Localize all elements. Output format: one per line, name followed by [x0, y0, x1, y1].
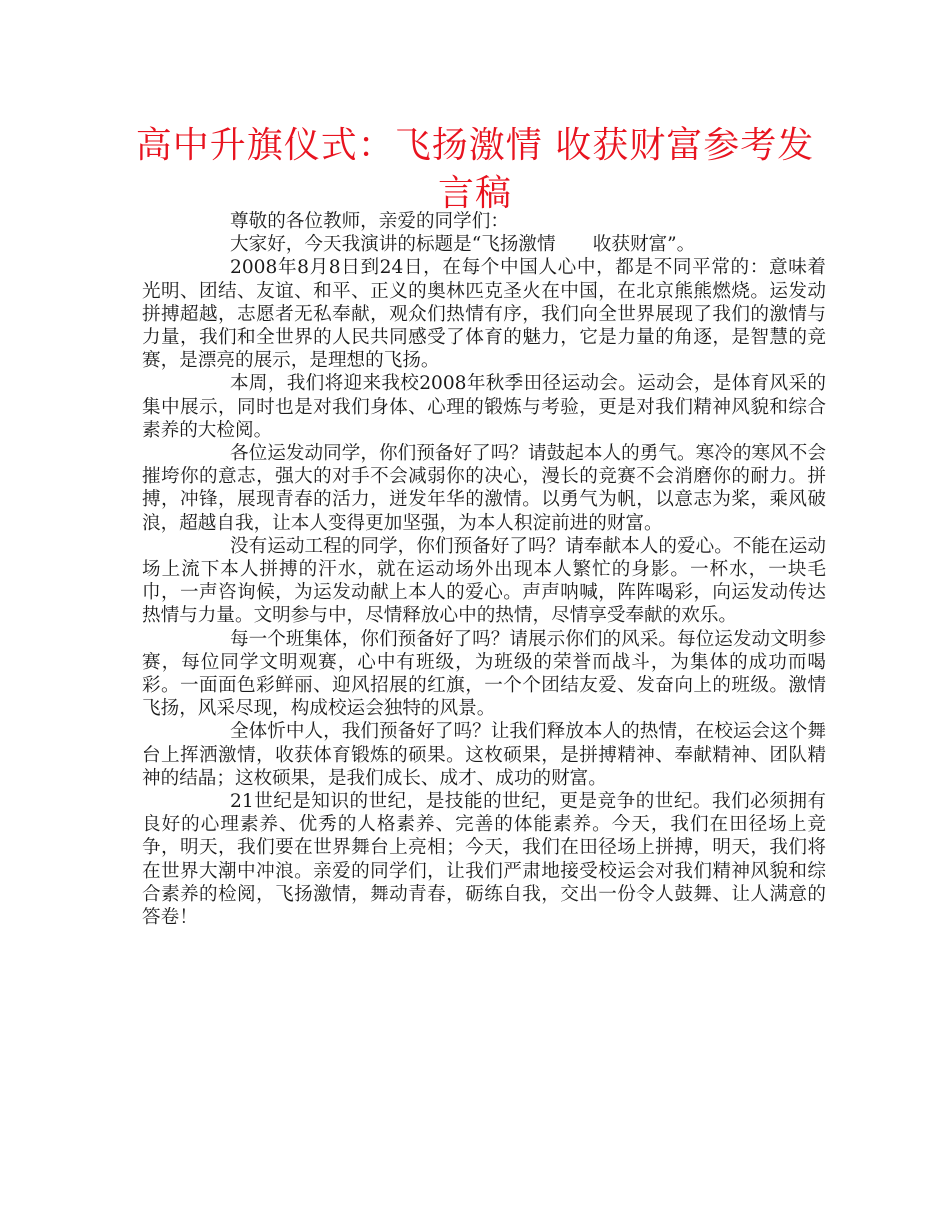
- document-body: [142, 210, 826, 929]
- paragraph-greeting: 大家好，今天我演讲的标题是“飞扬激情 收获财富”。: [230, 234, 696, 256]
- document-title: 高中升旗仪式：飞扬激情 收获财富参考发言稿: [135, 125, 815, 214]
- paragraph-classes: 每一个班集体，你们预备好了吗？请展示你们的风采。每位运发动文明参赛，每位同学文明观赛，心中有班级，为班级的荣誉而战斗，为集体的成功而喝彩。一面面色彩鲜丽、迎风招展的红旗，一个个团结友爱、发奋向上的班级。激情飞扬，风采尽现，构成校运会独特的风景。: [142, 628, 826, 720]
- salutation: 尊敬的各位教师，亲爱的同学们：: [230, 211, 509, 232]
- paragraph-conclusion: 21世纪是知识的世纪，是技能的世纪，更是竞争的世纪。我们必须拥有良好的心理素养、优秀的人格素养、完善的体能素养。今天，我们在田径场上竞争，明天，我们要在世界舞台上亮相；今天，我们在田径场上拼搏，明天，我们将在世界大潮中冲浪。亲爱的同学们，让我们严肃地接受校运会对我们精神风貌和综合素养的检阅，飞扬激情，舞动青春，砺练自我，交出一份令人鼓舞、让人满意的答卷！: [142, 791, 826, 929]
- paragraph-supporters: 没有运动工程的同学，你们预备好了吗？请奉献本人的爱心。不能在运动场上流下本人拼搏的汗水，就在运动场外出现本人繁忙的身影。一杯水，一块毛巾，一声咨询候，为运发动献上本人的爱心。声声呐喊，阵阵喝彩，向运发动传达热情与力量。文明参与中，尽情释放心中的热情，尽情享受奉献的欢乐。: [142, 535, 826, 627]
- paragraph-athletes: 各位运发动同学，你们预备好了吗？请鼓起本人的勇气。寒冷的寒风不会摧垮你的意志，强大的对手不会减弱你的决心，漫长的竞赛不会消磨你的耐力。拼搏，冲锋，展现青春的活力，迸发年华的激情。以勇气为帆，以意志为桨，乘风破浪，超越自我，让本人变得更加坚强，为本人积淀前进的财富。: [142, 443, 826, 534]
- paragraph-sports-meet: 本周，我们将迎来我校2008年秋季田径运动会。运动会，是体育风采的集中展示，同时也是对我们身体、心理的锻炼与考验，更是对我们精神风貌和综合素养的大检阅。: [142, 373, 826, 441]
- paragraph-olympics: 2008年8月8日到24日，在每个中国人心中，都是不同平常的：意味着光明、团结、友谊、和平、正义的奥林匹克圣火在中国，在北京熊熊燃烧。运发动拼搏超越，志愿者无私奉献，观众们热情有序，我们向全世界展现了我们的激情与力量，我们和全世界的人民共同感受了体育的魅力，它是力量的角逐，是智慧的竞赛，是漂亮的展示，是理想的飞扬。: [142, 257, 826, 372]
- paragraph-all-students: 全体忻中人，我们预备好了吗？让我们释放本人的热情，在校运会这个舞台上挥洒激情，收获体育锻炼的硕果。这枚硕果，是拼搏精神、奉献精神、团队精神的结晶；这枚硕果，是我们成长、成才、成功的财富。: [142, 721, 826, 789]
